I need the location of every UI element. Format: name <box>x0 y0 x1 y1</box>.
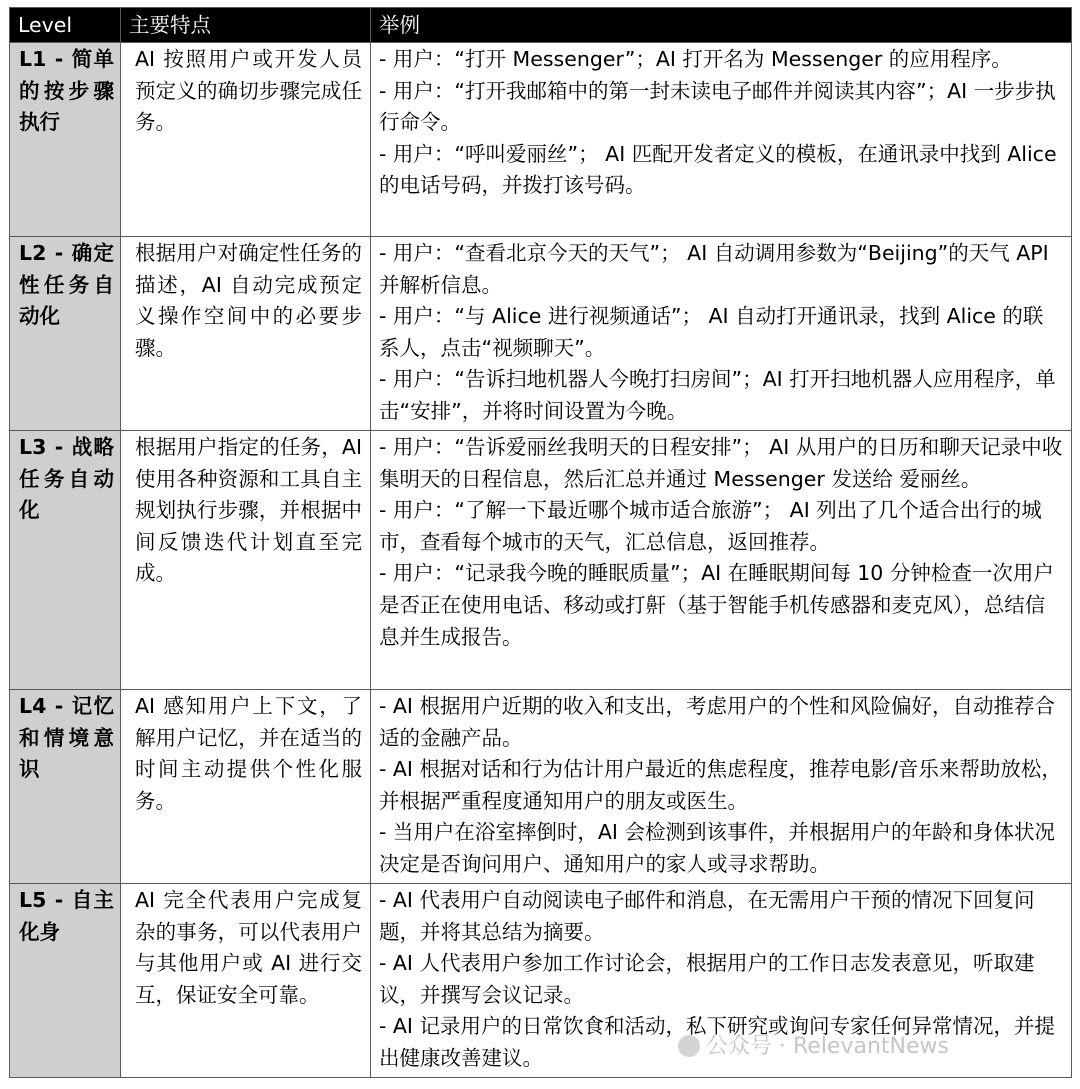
example-item: - AI 代表用户自动阅读电子邮件和消息，在无需用户干预的情况下回复问题，并将其总结为摘要。 <box>379 888 1035 944</box>
example-item: - AI 记录用户的日常饮食和活动，私下研究或询问专家任何异常情况，并提出健康改善建议。 <box>379 1014 1055 1070</box>
feature-cell: 根据用户指定的任务，AI 使用各种资源和工具自主规划执行步骤，并根据中间反馈迭代计划直至完成。 <box>121 431 371 690</box>
example-item: - AI 人代表用户参加工作讨论会，根据用户的工作日志发表意见，听取建议，并撰写会议记录。 <box>379 951 1035 1007</box>
feature-cell: AI 完全代表用户完成复杂的事务，可以代表用户与其他用户或 AI 进行交互，保证安全可靠。 <box>121 884 371 1078</box>
watermark-text: 公众号 · RelevantNews <box>706 1034 949 1059</box>
example-item: - AI 根据对话和行为估计用户最近的焦虑程度，推荐电影/音乐来帮助放松，并根据严重程度通知用户的朋友或医生。 <box>379 757 1062 813</box>
example-item: - 当用户在浴室摔倒时，AI 会检测到该事件，并根据用户的年龄和身体状况决定是否询问用户、通知用户的家人或寻求帮助。 <box>379 820 1055 876</box>
level-cell: L4 - 记忆和情境意识 <box>10 690 121 884</box>
level-cell: L5 - 自主化身 <box>10 884 121 1078</box>
example-item: - 用户：“呼叫爱丽丝”； AI 匹配开发者定义的模板，在通讯录中找到 Alice 的电话号码，并拨打该号码。 <box>379 141 1057 198</box>
header-row <box>10 8 1072 43</box>
header-level: Level <box>10 8 121 43</box>
level-cell: L2 - 确定性任务自动化 <box>10 237 121 431</box>
level-cell: L1 - 简单的按步骤执行 <box>10 43 121 237</box>
header-features: 主要特点 <box>121 8 371 43</box>
table-row <box>10 431 1072 690</box>
examples-cell <box>371 43 1072 237</box>
feature-cell: 根据用户对确定性任务的描述，AI 自动完成预定义操作空间中的必要步骤。 <box>121 237 371 431</box>
examples-cell <box>371 237 1072 431</box>
example-item: - 用户：“告诉爱丽丝我明天的日程安排”； AI 从用户的日历和聊天记录中收集明天的日程信息，然后汇总并通过 Messenger 发送给 爱丽丝。 <box>379 435 1063 491</box>
examples-cell <box>371 690 1072 884</box>
examples-cell <box>371 884 1072 1078</box>
examples-cell <box>371 431 1072 690</box>
feature-cell: AI 按照用户或开发人员预定义的确切步骤完成任务。 <box>121 43 371 237</box>
table-row <box>10 690 1072 884</box>
example-item: - AI 根据用户近期的收入和支出，考虑用户的个性和风险偏好，自动推荐合适的金融产品。 <box>379 694 1055 750</box>
table-row <box>10 237 1072 431</box>
example-item: - 用户：“与 Alice 进行视频通话”； AI 自动打开通讯录，找到 Alice 的联系人，点击“视频聊天”。 <box>379 304 1044 360</box>
example-item: - 用户：“了解一下最近哪个城市适合旅游”； AI 列出了几个适合出行的城市，查看每个城市的天气，汇总信息，返回推荐。 <box>379 498 1042 554</box>
example-item: - 用户：“查看北京今天的天气”； AI 自动调用参数为“Beijing”的天气 API 并解析信息。 <box>379 241 1049 297</box>
table-row <box>10 884 1072 1078</box>
example-item: - 用户：“打开我邮箱中的第一封未读电子邮件并阅读其内容”；AI 一步步执行命令。 <box>379 78 1056 135</box>
level-cell: L3 - 战略任务自动化 <box>10 431 121 690</box>
example-item: - 用户：“打开 Messenger”；AI 打开名为 Messenger 的应用程序。 <box>379 47 1012 71</box>
levels-table <box>9 7 1072 1078</box>
feature-cell: AI 感知用户上下文，了解用户记忆，并在适当的时间主动提供个性化服务。 <box>121 690 371 884</box>
example-item: - 用户：“记录我今晚的睡眠质量”；AI 在睡眠期间每 10 分钟检查一次用户是否正在使用电话、移动或打鼾（基于智能手机传感器和麦克风），总结信息并生成报告。 <box>379 561 1054 649</box>
table-row <box>10 43 1072 237</box>
header-examples: 举例 <box>371 8 1072 43</box>
example-item: - 用户：“告诉扫地机器人今晚打扫房间”；AI 打开扫地机器人应用程序，单击“安排”，并将时间设置为今晚。 <box>379 367 1056 423</box>
